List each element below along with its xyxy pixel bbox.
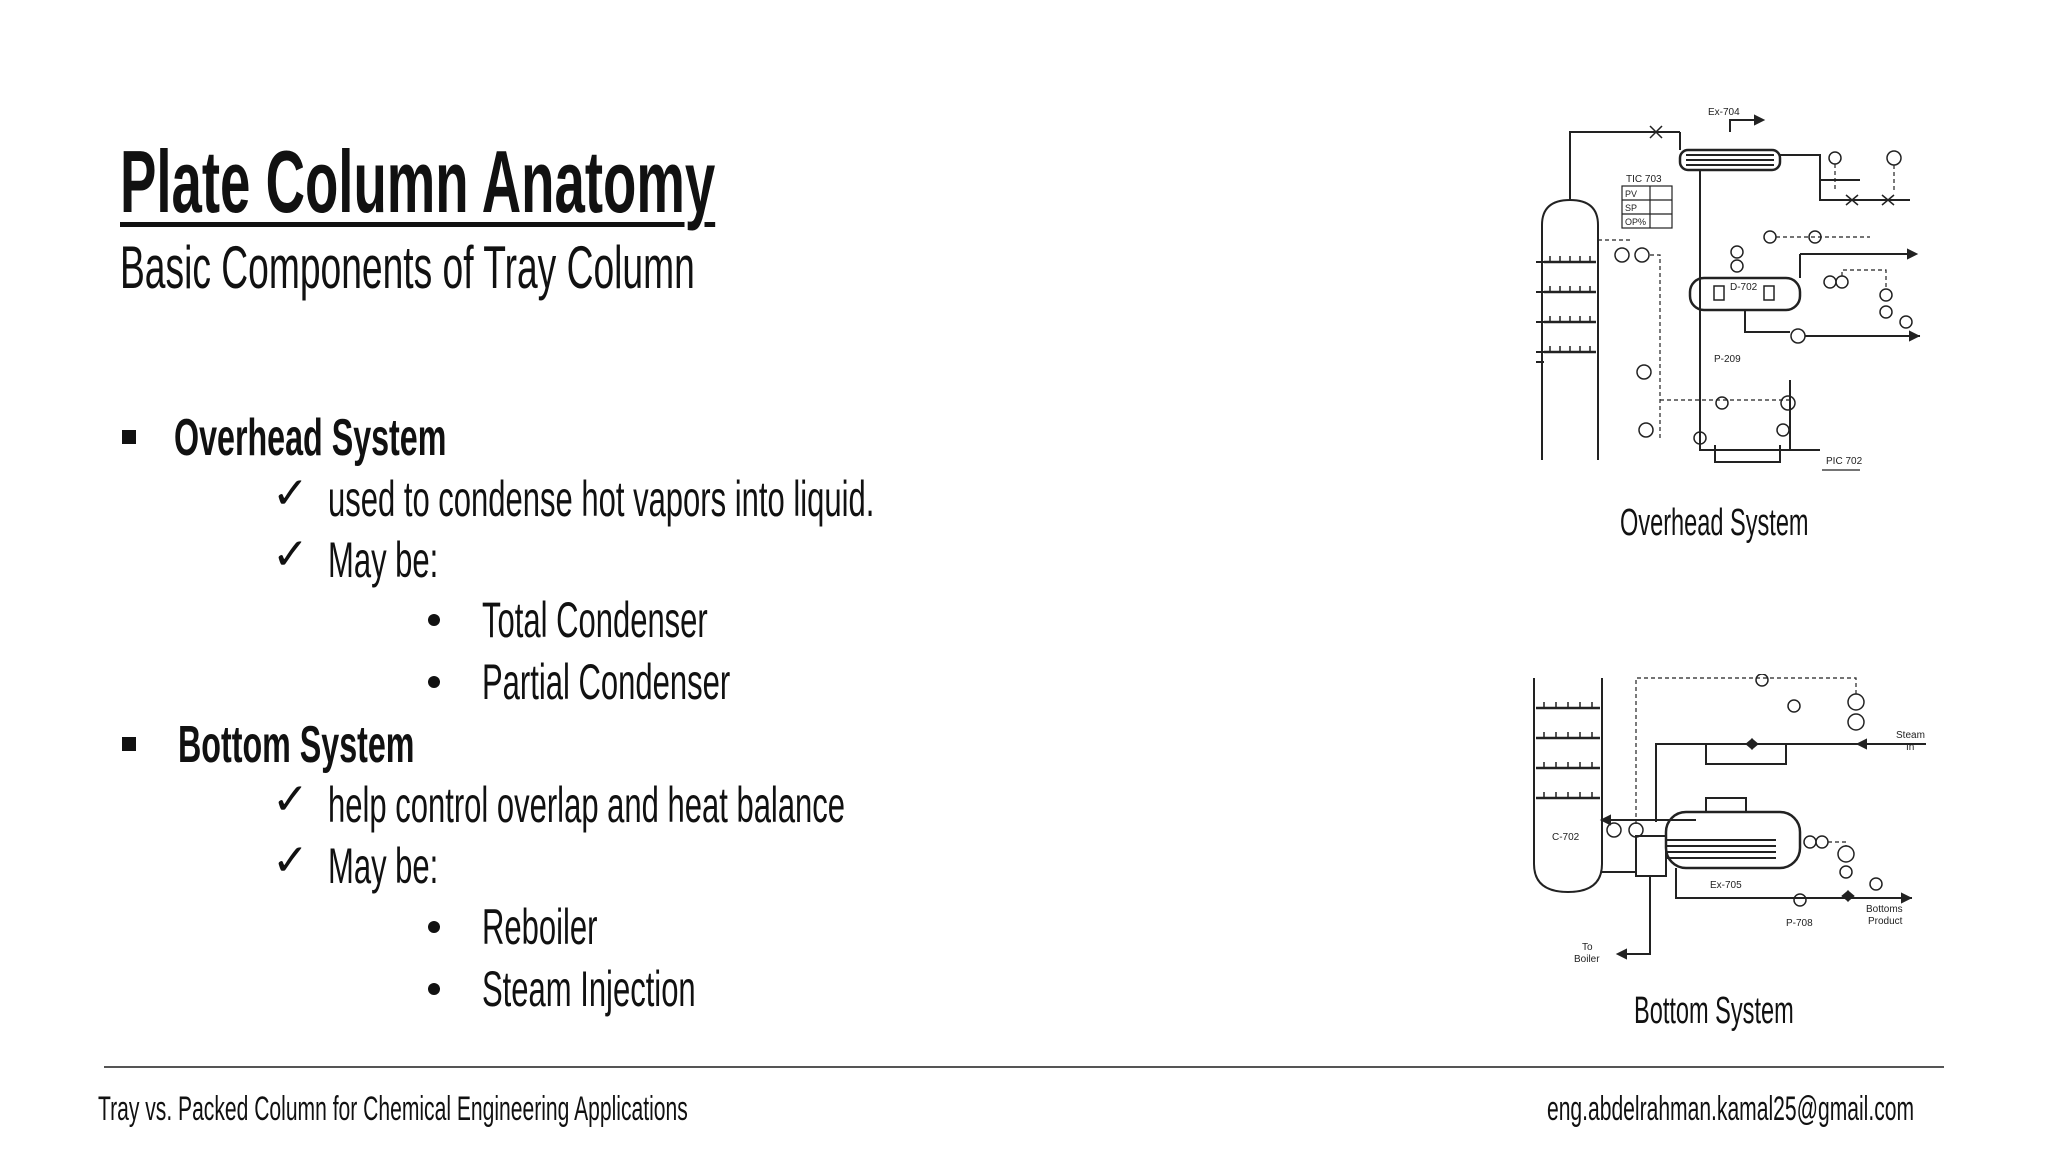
svg-text:PV: PV [1625,189,1638,199]
overhead-caption: Overhead System [1620,502,1809,544]
footer-divider [104,1066,1944,1068]
svg-text:Boiler: Boiler [1574,954,1600,965]
bullet-dot [428,614,440,626]
overhead-system-diagram [1530,100,1930,480]
section-heading-overhead: Overhead System [174,409,447,467]
footer-email: eng.abdelrahman.kamal25@gmail.com [1546,1090,1914,1128]
svg-text:SP: SP [1625,203,1638,213]
overhead-point-1: used to condense hot vapors into liquid. [328,471,875,527]
bullet-dot [428,983,440,995]
overhead-type-2: Partial Condenser [482,654,731,710]
column-bottom [1534,678,1602,892]
bottom-point-1: help control overlap and heat balance [328,777,846,833]
overhead-type-1: Total Condenser [482,592,708,648]
section-heading-bottom: Bottom System [178,716,415,774]
trays [1536,702,1600,798]
column-shell [1542,200,1598,460]
check-icon: ✓ [272,529,309,580]
label-ex-705: Ex-705 [1710,880,1742,891]
check-icon: ✓ [272,774,309,825]
svg-text:To: To [1582,942,1593,953]
bottom-point-2: May be: [328,838,439,894]
label-ex-704: Ex-704 [1708,107,1740,118]
bottom-type-2: Steam Injection [482,961,696,1017]
bullet-square [122,737,136,751]
bullet-square [122,430,136,444]
label-p-209: P-209 [1714,354,1741,365]
label-p-708: P-708 [1786,918,1813,929]
svg-text:Bottoms: Bottoms [1866,904,1903,915]
svg-text:Steam: Steam [1896,730,1925,741]
label-c-702: C-702 [1552,832,1580,843]
label-tic-703: TIC 703 [1626,174,1662,185]
svg-text:OP%: OP% [1625,217,1647,227]
svg-text:Product: Product [1868,916,1903,927]
bullet-dot [428,921,440,933]
label-d-702: D-702 [1730,282,1758,293]
bullet-dot [428,676,440,688]
slide-subtitle: Basic Components of Tray Column [120,234,695,301]
trays [1536,256,1596,362]
bottom-type-1: Reboiler [482,899,598,955]
overhead-point-2: May be: [328,532,439,588]
bottom-caption: Bottom System [1634,990,1794,1032]
label-pic-702: PIC 702 [1826,456,1863,467]
svg-text:In: In [1906,742,1915,753]
check-icon: ✓ [272,835,309,886]
bottom-system-diagram [1526,674,1926,974]
check-icon: ✓ [272,468,309,519]
footer-course-title: Tray vs. Packed Column for Chemical Engineering Applications [98,1090,688,1128]
slide-title: Plate Column Anatomy [120,132,716,231]
